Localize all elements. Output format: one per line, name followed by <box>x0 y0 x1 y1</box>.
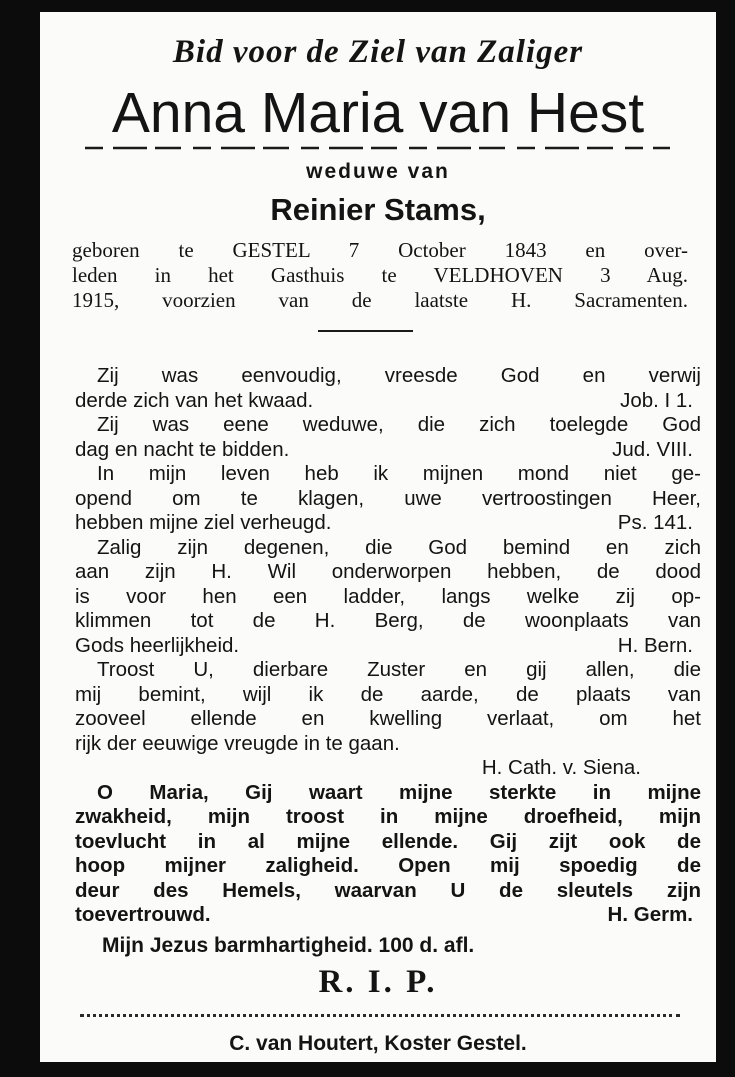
birth-line: 1915, voorzien van de laatste H. Sacramenten. <box>72 288 688 312</box>
husband-name: Reinier Stams, <box>270 192 486 227</box>
birth-line: leden in het Gasthuis te VELDHOVEN 3 Aug. <box>72 263 688 287</box>
printer-credit: C. van Houtert, Koster Gestel. <box>229 1032 527 1055</box>
memorial-card <box>40 12 716 1062</box>
verse-line: O Maria, Gij waart mijne sterkte in mijne <box>97 780 701 804</box>
verse-last-line <box>75 903 701 928</box>
verse-line-text: toevertrouwd. <box>75 903 211 926</box>
verse-last-line <box>75 389 701 414</box>
name-underline <box>85 145 670 151</box>
verse-line-text: rijk der eeuwige vreugde in te gaan. <box>75 731 400 755</box>
verse-citation: Ps. 141. <box>617 511 693 534</box>
verse-line: mij bemint, wijl ik de aarde, de plaats van <box>75 682 701 706</box>
verse-last-line <box>75 438 701 463</box>
verse-line: is voor hen een ladder, langs welke zij op- <box>75 584 701 608</box>
verse-line: In mijn leven heb ik mijnen mond niet ge- <box>97 462 701 485</box>
verse-line-text: hebben mijne ziel verheugd. <box>75 511 332 534</box>
verse-line-text: Gods heerlijkheid. <box>75 633 240 657</box>
verse-line: zwakheid, mijn troost in mijne droefheid, mijn <box>75 805 701 828</box>
verse-line: Troost U, dierbare Zuster en gij allen, die <box>97 658 701 681</box>
widow-of-label: weduwe van <box>306 160 450 183</box>
verse-line: deur des Hemels, waarvan U de sleutels zijn <box>75 878 701 902</box>
deceased-name: Anna Maria van Hest <box>111 81 645 145</box>
verse-line-text: dag en nacht te bidden. <box>75 437 290 461</box>
verse-line: zooveel ellende en kwelling verlaat, om het <box>75 707 701 730</box>
verse-citation: H. Cath. v. Siena. <box>481 756 641 779</box>
birth-death-paragraph <box>72 238 688 313</box>
verse-citation <box>693 732 701 757</box>
verses-block <box>75 364 701 928</box>
verse-line: aan zijn H. Wil onderworpen hebben, de dood <box>75 560 701 583</box>
verse-line: Zalig zijn degenen, die God bemind en zich <box>97 535 701 559</box>
verse-line: hoop mijner zaligheid. Open mij spoedig de <box>75 854 701 877</box>
verse-citation: Jud. VIII. <box>612 437 693 461</box>
verse-citation: H. Germ. <box>607 903 693 926</box>
verse-line: toevlucht in al mijne ellende. Gij zijt ook de <box>75 829 701 853</box>
verse-last-line <box>75 634 701 659</box>
rip-text: R. I. P. <box>318 964 438 1000</box>
verse-line: klimmen tot de H. Berg, de woonplaats van <box>75 609 701 632</box>
verse-citation: Job. I 1. <box>620 388 693 412</box>
verse-line: Zij was eene weduwe, die zich toelegde God <box>97 413 701 436</box>
verse-line: Zij was eenvoudig, vreesde God en verwij <box>97 364 701 387</box>
verse-line: opend om te klagen, uwe vertroostingen Heer, <box>75 486 701 510</box>
verse-line-text: derde zich van het kwaad. <box>75 388 314 412</box>
dotted-separator <box>80 1014 680 1017</box>
verse-last-line <box>75 511 701 536</box>
section-divider <box>318 330 413 332</box>
verse-last-line <box>75 732 701 757</box>
card-header: Bid voor de Ziel van Zaliger <box>172 34 584 70</box>
indulgence-prayer: Mijn Jezus barmhartigheid. 100 d. afl. <box>102 934 475 957</box>
birth-line: geboren te GESTEL 7 October 1843 en over- <box>72 238 688 262</box>
verse-citation: H. Bern. <box>617 633 693 657</box>
